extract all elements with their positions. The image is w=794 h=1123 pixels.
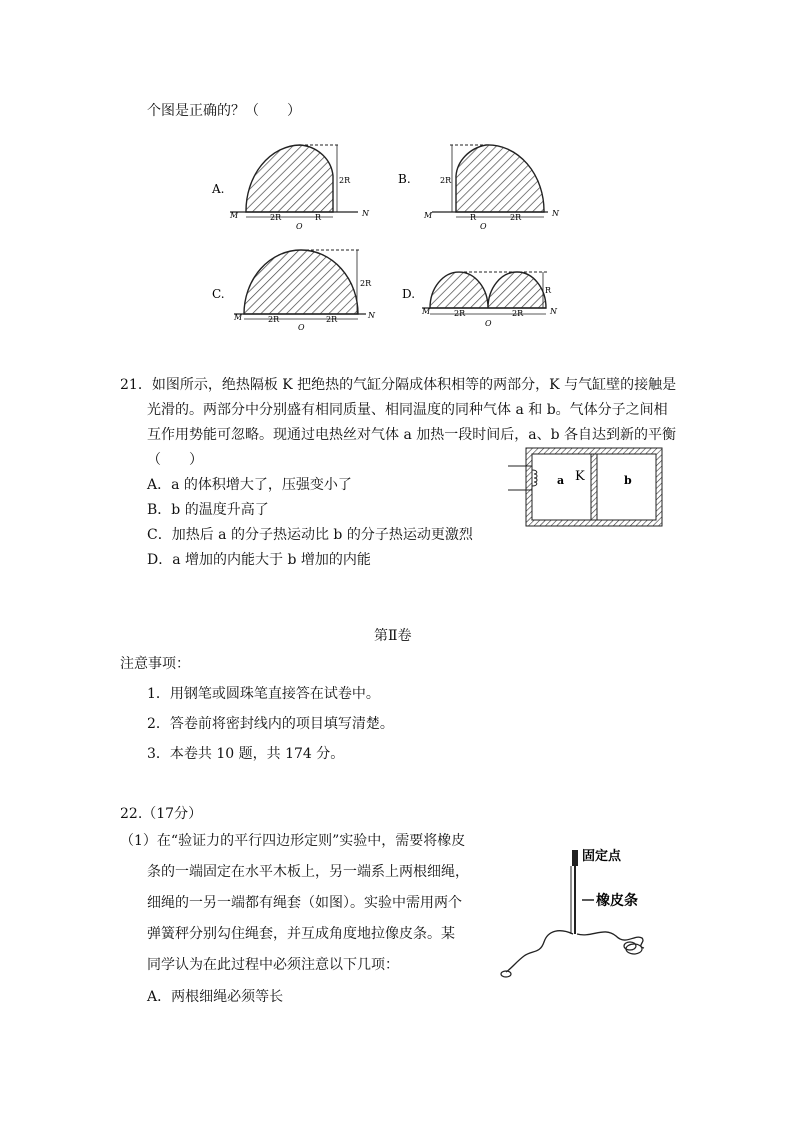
q22-line-5: 同学认为在此过程中必须注意以下几项： <box>147 957 399 973</box>
part2-title: 第Ⅱ卷 <box>374 628 412 644</box>
svg-text:2R: 2R <box>440 176 452 185</box>
note-3: 3．本卷共 10 题，共 174 分。 <box>147 746 345 762</box>
q21-cylinder-figure <box>508 444 668 530</box>
svg-text:2R: 2R <box>270 213 282 222</box>
svg-text:O: O <box>298 323 305 332</box>
fig-option-c <box>212 250 376 332</box>
q22-line-3: 细绳的一另一端都有绳套（如图）。实验中需用两个 <box>147 895 462 911</box>
svg-text:2R: 2R <box>512 309 524 318</box>
svg-text:M: M <box>422 307 431 316</box>
q22-line-2: 条的一端固定在水平木板上，另一端系上两根细绳， <box>147 864 469 880</box>
svg-text:橡皮条: 橡皮条 <box>596 893 638 909</box>
svg-text:N: N <box>552 209 559 218</box>
q22-line-1: （1）在“验证力的平行四边形定则”实验中，需要将橡皮 <box>120 833 466 849</box>
q22-heading: 22.（17分） <box>120 806 203 822</box>
svg-text:R: R <box>545 286 552 295</box>
fig-option-a <box>211 145 370 231</box>
notes-heading: 注意事项： <box>120 656 190 672</box>
svg-text:A.: A. <box>212 182 225 196</box>
svg-text:O: O <box>480 222 487 231</box>
svg-text:K: K <box>575 469 585 484</box>
svg-text:O: O <box>485 319 492 328</box>
q21-option-d: D．a 增加的内能大于 b 增加的内能 <box>147 552 371 568</box>
svg-text:C.: C. <box>212 287 225 301</box>
svg-text:N: N <box>362 209 369 218</box>
fig-option-b <box>398 145 560 231</box>
q22-rubber-band-figure <box>496 838 696 983</box>
svg-text:D.: D. <box>402 287 416 301</box>
fig-option-d <box>402 272 558 328</box>
svg-text:M: M <box>234 313 243 322</box>
svg-text:R: R <box>315 213 322 222</box>
note-2: 2．答卷前将密封线内的项目填写清楚。 <box>147 716 394 732</box>
svg-text:M: M <box>424 211 433 220</box>
q21-option-b: B．b 的温度升高了 <box>147 502 269 518</box>
note-1: 1．用钢笔或圆珠笔直接答在试卷中。 <box>147 686 380 702</box>
q21-line-2: 光滑的。两部分中分别盛有相同质量、相同温度的同种气体 a 和 b。气体分子之间相 <box>147 402 668 418</box>
q21-line-4: （ ） <box>147 452 203 468</box>
svg-text:2R: 2R <box>268 315 280 324</box>
svg-text:B.: B. <box>398 172 411 186</box>
svg-text:2R: 2R <box>454 309 466 318</box>
svg-text:R: R <box>470 213 477 222</box>
q22-line-4: 弹簧秤分别勾住绳套，并互成角度地拉像皮条。某 <box>147 926 455 942</box>
svg-text:a: a <box>557 474 565 487</box>
svg-text:固定点: 固定点 <box>582 849 622 864</box>
q21-line-3: 互作用势能可忽略。现通过电热丝对气体 a 加热一段时间后，a、b 各自达到新的平衡 <box>147 427 677 443</box>
svg-text:N: N <box>550 307 557 316</box>
q20-tail-text: 个图是正确的？（ ） <box>147 103 301 119</box>
svg-text:2R: 2R <box>510 213 522 222</box>
svg-text:b: b <box>624 474 632 487</box>
svg-text:O: O <box>296 222 303 231</box>
q21-option-c: C．加热后 a 的分子热运动比 b 的分子热运动更激烈 <box>147 527 473 543</box>
svg-text:2R: 2R <box>360 279 372 288</box>
svg-text:2R: 2R <box>326 315 338 324</box>
q22-option-a: A．两根细绳必须等长 <box>147 989 284 1005</box>
q20-figure <box>200 128 580 348</box>
q21-option-a: A．a 的体积增大了，压强变小了 <box>147 477 352 493</box>
svg-text:2R: 2R <box>339 176 351 185</box>
svg-text:M: M <box>230 211 239 220</box>
svg-text:N: N <box>368 311 375 320</box>
q21-line-1: 21．如图所示，绝热隔板 K 把绝热的气缸分隔成体积相等的两部分，K 与气缸壁的接触是 <box>120 377 677 393</box>
